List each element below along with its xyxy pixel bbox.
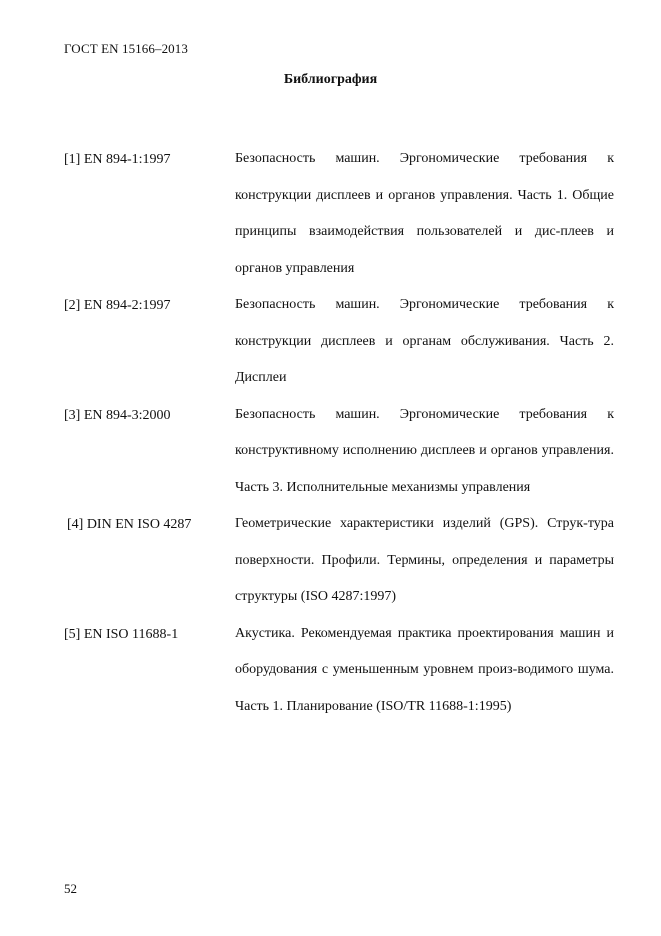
page-number: 52: [64, 881, 77, 896]
reference-text: Геометрические характеристики изделий (GPS). Струк-тура поверхности. Профили. Термины, определения и параметры структуры (ISO 4287:1997): [235, 516, 614, 604]
bibliography-list: [0, 146, 661, 730]
reference-code: [3] EN 894-3:2000: [64, 407, 171, 423]
bibliography-entry-3: [0, 402, 661, 512]
reference-code: [1] EN 894-1:1997: [64, 152, 171, 167]
document-code: ГОСТ EN 15166–2013: [64, 41, 188, 56]
reference-text: Акустика. Рекомендуемая практика проектирования машин и оборудования с уменьшенным уровнем произ-водимого шума. Часть 1. Планирование (ISO/TR 11688-1:1995): [235, 625, 614, 714]
bibliography-entry-4: [0, 511, 661, 621]
bibliography-entry-2: [0, 292, 661, 402]
bibliography-entry-1: [0, 146, 661, 292]
reference-code: [2] EN 894-2:1997: [64, 298, 171, 313]
reference-text: Безопасность машин. Эргономические требования к конструкции дисплеев и органам обслуживания. Часть 2. Дисплеи: [235, 297, 614, 385]
reference-text: Безопасность машин. Эргономические требования к конструкции дисплеев и органов управления. Часть 1. Общие принципы взаимодействия пользователей и дис-плеев и органов управления: [235, 151, 614, 276]
page-title: Библиография: [283, 72, 378, 87]
bibliography-entry-5: [0, 621, 661, 731]
reference-text: Безопасность машин. Эргономические требования к конструктивному исполнению дисплеев и органов управления. Часть 3. Исполнительные механизмы управления: [235, 406, 614, 495]
reference-code: [5] EN ISO 11688-1: [64, 626, 179, 642]
reference-code: [4] DIN EN ISO 4287: [67, 517, 192, 532]
